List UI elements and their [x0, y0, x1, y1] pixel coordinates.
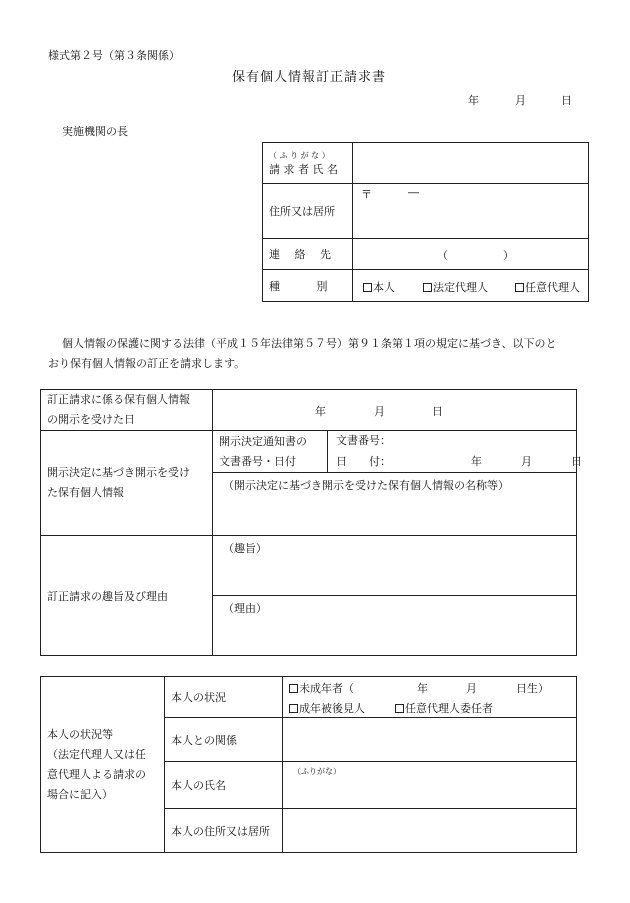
checkbox-icon: [289, 704, 298, 713]
requester-name-label-cell: [263, 143, 353, 184]
principal-furigana: （ふりがな）: [293, 767, 341, 776]
purpose-reason-label: 訂正請求の趣旨及び理由: [41, 536, 213, 656]
principal-name-label: 本人の氏名: [165, 762, 283, 809]
type-option-voluntary-agent[interactable]: 任意代理人: [515, 279, 580, 295]
address-field[interactable]: [353, 184, 589, 239]
intro-line-2: おり保有個人情報の訂正を請求します。: [48, 357, 246, 370]
type-option-self[interactable]: 本人: [363, 279, 395, 295]
disclosure-date-label: 訂正請求に係る保有個人情報 の開示を受けた日: [41, 390, 213, 431]
disclosure-day-label: 日: [432, 405, 443, 418]
principal-address-field[interactable]: [283, 809, 577, 853]
type-option-legal-agent[interactable]: 法定代理人: [423, 279, 488, 295]
furigana-label: （ ふ り が な ）: [269, 150, 330, 160]
contact-field[interactable]: [353, 239, 589, 270]
date-month-label: 月: [515, 94, 526, 107]
principal-name-field[interactable]: [283, 762, 577, 809]
correction-table: [40, 389, 582, 656]
name-label: 請 求 者 氏 名: [269, 162, 338, 176]
contact-paren: （ ）: [437, 249, 514, 262]
checkbox-icon: [395, 704, 404, 713]
address-label: 住所又は居所: [263, 184, 353, 239]
info-name-hint: （開示決定に基づき開示を受けた保有個人情報の名称等）: [223, 479, 509, 492]
doc-year-label: 年: [471, 455, 482, 468]
purpose-label: （趣旨）: [223, 542, 267, 555]
doc-day-label: 日: [571, 455, 582, 468]
contact-label: 連 絡 先: [263, 239, 353, 270]
principal-section-label: 本人の状況等 （法定代理人又は任 意代理人よる請求の 場合に記入）: [41, 677, 165, 853]
postal-mark: 〒: [361, 188, 372, 201]
page-title: 保有個人情報訂正請求書: [232, 70, 387, 85]
requester-table: [262, 142, 589, 302]
disclosure-date-field[interactable]: [213, 390, 577, 431]
principal-status-field: [283, 677, 577, 718]
disclosed-info-label: 開示決定に基づき開示を受け た保有個人情報: [41, 431, 213, 536]
checkbox-icon: [515, 283, 524, 292]
date-day-label: 日: [561, 94, 572, 107]
agent-option[interactable]: 任意代理人委任者: [395, 700, 493, 716]
minor-option[interactable]: 未成年者（: [289, 680, 354, 696]
checkbox-icon: [423, 283, 432, 292]
principal-status-label: 本人の状況: [165, 677, 283, 718]
addressee: 実施機関の長: [62, 125, 128, 138]
type-field: [353, 270, 589, 302]
postal-dash: ―: [408, 186, 419, 199]
requester-name-field[interactable]: [353, 143, 589, 184]
relation-label: 本人との関係: [165, 718, 283, 762]
info-name-field[interactable]: [213, 473, 577, 536]
disclosure-month-label: 月: [374, 405, 385, 418]
doc-date-label: 日 付：: [336, 455, 391, 468]
intro-line-1: 個人情報の保護に関する法律（平成１５年法律第５７号）第９１条第１項の規定に基づき、以下のと: [62, 337, 557, 350]
minor-year-label: 年: [417, 682, 428, 695]
reason-label: （理由）: [223, 602, 267, 615]
principal-address-label: 本人の住所又は居所: [165, 809, 283, 853]
checkbox-icon: [363, 283, 372, 292]
checkbox-icon: [289, 684, 298, 693]
form-number: 様式第２号（第３条関係）: [48, 49, 180, 62]
reason-field[interactable]: [213, 596, 577, 656]
doc-month-label: 月: [521, 455, 532, 468]
disclosure-year-label: 年: [315, 405, 326, 418]
ward-option[interactable]: 成年被後見人: [289, 700, 365, 716]
date-year-label: 年: [468, 94, 479, 107]
relation-field[interactable]: [283, 718, 577, 762]
doc-number-label: 文書番号：: [336, 434, 391, 447]
minor-birth-label: 日生）: [516, 682, 549, 695]
notice-field[interactable]: [328, 431, 582, 473]
notice-label: 開示決定通知書の 文書番号・日付: [213, 431, 328, 473]
purpose-field[interactable]: [213, 536, 577, 596]
minor-month-label: 月: [466, 682, 477, 695]
principal-table: [40, 676, 577, 853]
type-label: 種 別: [263, 270, 353, 302]
